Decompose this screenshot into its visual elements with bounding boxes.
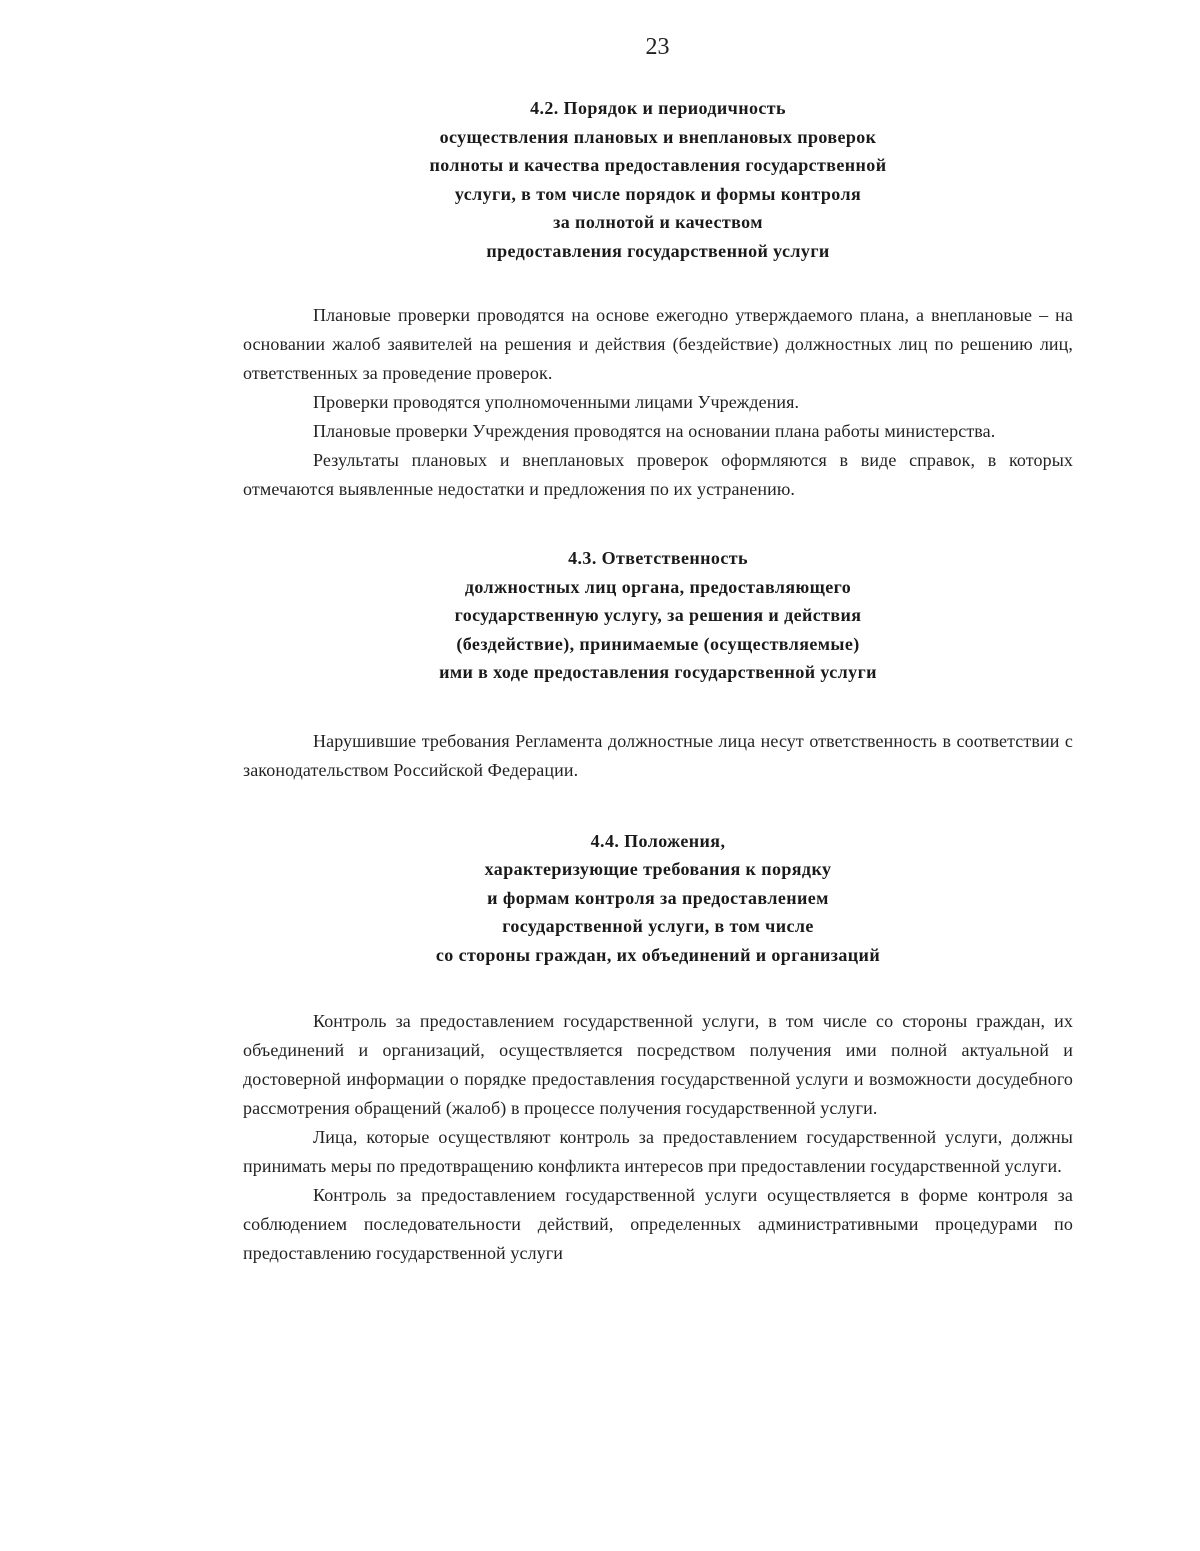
paragraph: Контроль за предоставлением государственной услуги осуществляется в форме контроля за соблюдением последовательности действий, определенных административными процедурами по предоставлению государственной услуги — [243, 1185, 1073, 1263]
paragraph: Плановые проверки Учреждения проводятся на основании плана работы министерства. — [313, 421, 996, 441]
heading-line: ими в ходе предоставления государственной услуги — [439, 662, 877, 682]
page-number: 23 — [645, 34, 670, 60]
paragraph: Лица, которые осуществляют контроль за предоставлением государственной услуги, должны принимать меры по предотвращению конфликта интересов при предоставлении государственной услуги. — [243, 1127, 1073, 1176]
heading-line: со стороны граждан, их объединений и организаций — [435, 944, 881, 965]
heading-line: за полнотой и качеством — [553, 212, 763, 232]
heading-line: 4.3. Ответственность — [568, 548, 748, 568]
paragraph: Результаты плановых и внеплановых проверок оформляются в виде справок, в которых отмечаются выявленные недостатки и предложения по их устранению. — [243, 450, 1073, 499]
heading-line: и формам контроля за предоставлением — [487, 887, 829, 908]
document-content — [243, 94, 1073, 1268]
heading-line: государственной услуги, в том числе — [502, 916, 814, 936]
heading-line: 4.2. Порядок и периодичность — [530, 98, 786, 118]
section-heading-4-2 — [243, 94, 1073, 265]
heading-line: 4.4. Положения, — [590, 830, 726, 851]
heading-line: полноты и качества предоставления государственной — [429, 155, 887, 175]
heading-line: должностных лиц органа, предоставляющего — [464, 576, 852, 597]
section-heading-4-3 — [243, 544, 1073, 687]
heading-line: услуги, в том числе порядок и формы контроля — [454, 183, 862, 204]
section-heading-4-4 — [243, 827, 1073, 970]
section-body-4-3 — [243, 727, 1073, 785]
heading-line: характеризующие требования к порядку — [484, 859, 832, 879]
paragraph: Контроль за предоставлением государственной услуги, в том числе со стороны граждан, их объединений и организаций, осуществляется посредством получения ими полной актуальной и достоверной информации о порядке предоставления государственной услуги и возможности досудебного рассмотрения обращений (жалоб) в процессе получения государственной услуги. — [243, 1011, 1073, 1118]
section-body-4-2 — [243, 301, 1073, 504]
heading-line: осуществления плановых и внеплановых проверок — [439, 126, 877, 147]
heading-line: (бездействие), принимаемые (осуществляемые) — [456, 633, 860, 654]
paragraph: Плановые проверки проводятся на основе ежегодно утверждаемого плана, а внеплановые – на основании жалоб заявителей на решения и действия (бездействие) должностных лиц по решению лиц, ответственных за проведение проверок. — [243, 305, 1073, 383]
paragraph: Проверки проводятся уполномоченными лицами Учреждения. — [313, 392, 800, 412]
section-body-4-4 — [243, 1007, 1073, 1268]
paragraph: Нарушившие требования Регламента должностные лица несут ответственность в соответствии с законодательством Российской Федерации. — [243, 730, 1073, 780]
heading-line: предоставления государственной услуги — [486, 240, 830, 261]
heading-line: государственную услугу, за решения и действия — [454, 605, 862, 625]
